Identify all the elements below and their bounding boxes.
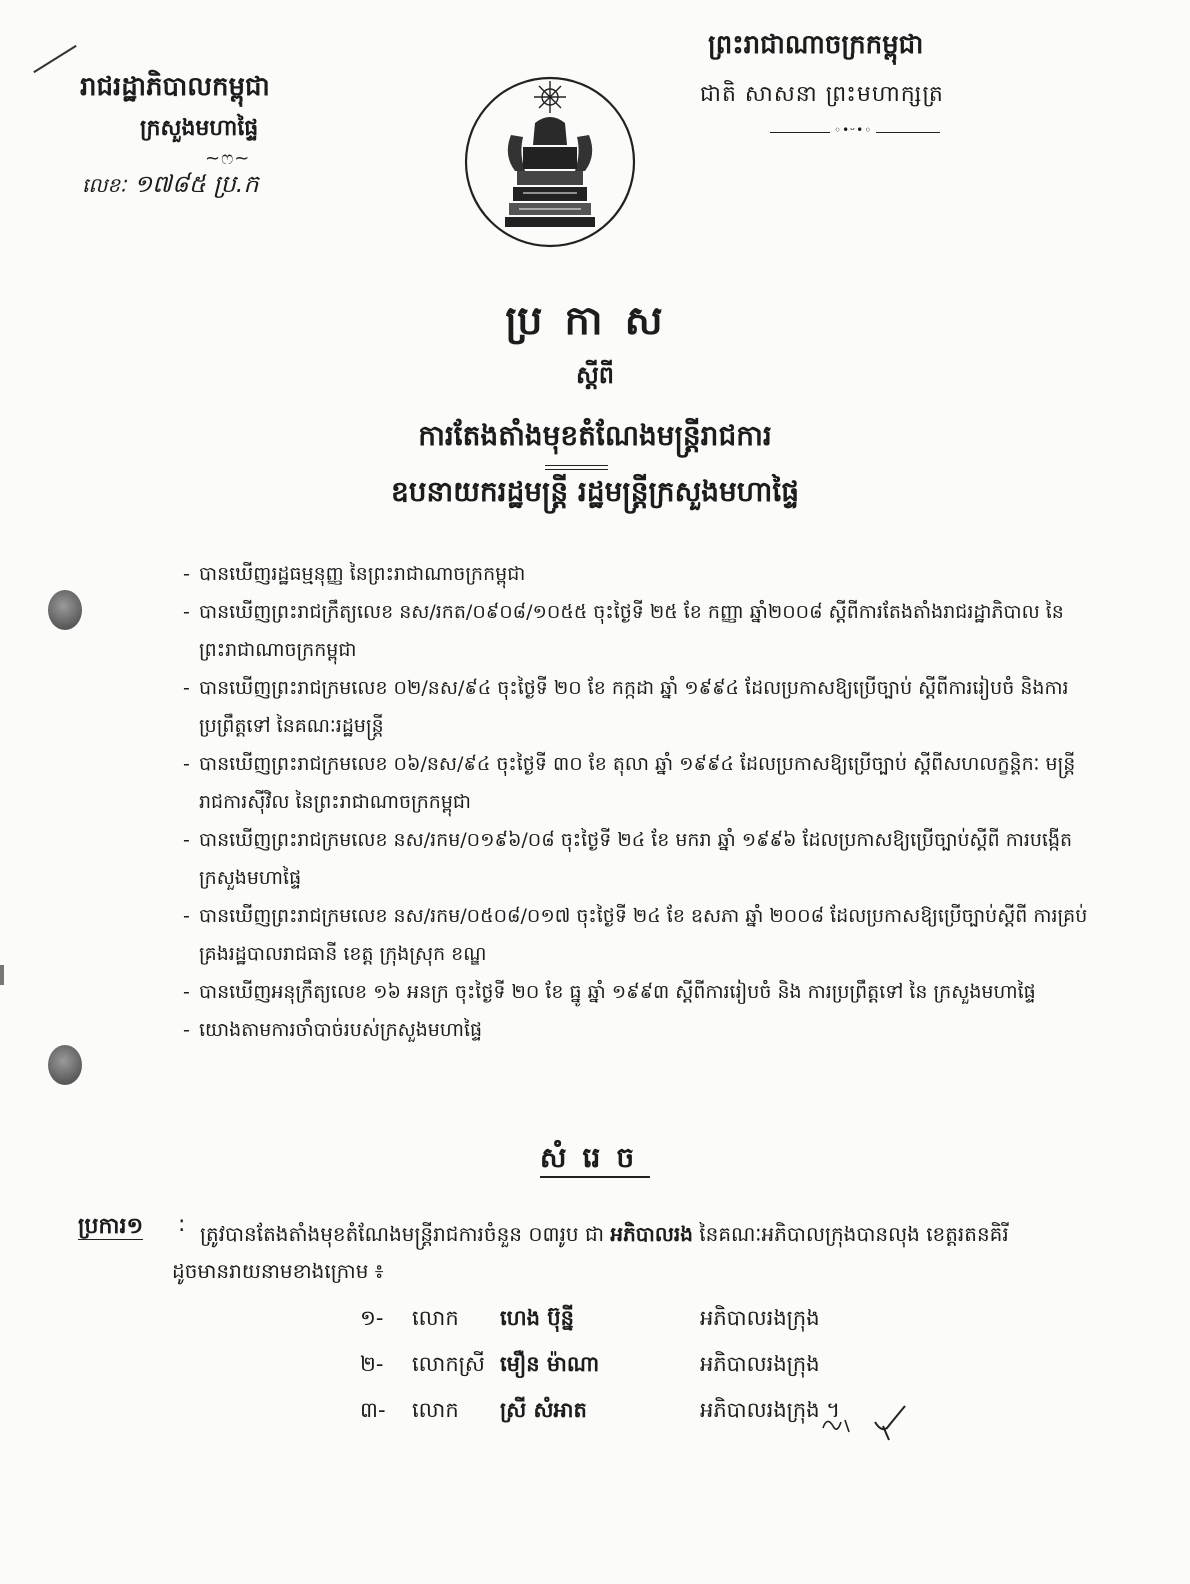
reference-label: លេខៈ <box>82 173 127 197</box>
ornament-right: ◦•ᵕ•◦ <box>830 123 876 137</box>
list-item: - បានឃើញអនុក្រឹត្យលេខ ១៦ អនក្រ ចុះថ្ងៃទី ២០ ខែ ធ្នូ ឆ្នាំ ១៩៩៣ ស្តីពីការរៀបចំ និង ការប្រព្រឹត្តទៅ នៃ ក្រសួងមហាផ្ទៃ <box>183 973 1093 1011</box>
appointee-title: លោក <box>412 1398 459 1422</box>
appointee-position: អភិបាលរងក្រុង <box>700 1352 820 1376</box>
article-1-text <box>200 1212 1100 1256</box>
appointee-number: ២- <box>360 1352 384 1376</box>
header-left <box>60 70 350 204</box>
about-label: ស្តីពី <box>575 361 615 389</box>
list-item: - បានឃើញរដ្ឋធម្មនុញ្ញ នៃព្រះរាជាណាចក្រកម្ពុជា <box>183 555 1093 593</box>
double-underline-bottom <box>545 469 608 470</box>
subject-line-2: ឧបនាយករដ្ឋមន្ត្រី រដ្ឋមន្ត្រីក្រសួងមហាផ្ទៃ <box>390 475 799 508</box>
appointee-row <box>360 1305 920 1351</box>
appointee-title: លោក <box>412 1306 459 1330</box>
appointee-row <box>360 1351 920 1397</box>
appointee-number: ១- <box>360 1306 384 1330</box>
appointee-position: អភិបាលរងក្រុង ។ <box>700 1398 841 1422</box>
ministry-name: ក្រសួងមហាផ្ទៃ <box>140 116 259 141</box>
ornament-left: ~ෆ~ <box>205 148 251 169</box>
list-item: - បានឃើញព្រះរាជក្រមលេខ ០២/នស/៩៤ ចុះថ្ងៃទី ២០ ខែ កក្កដា ឆ្នាំ ១៩៩៤ ដែលប្រកាសឱ្យប្រើច្បាប់ ស្តីពីការរៀបចំ និងការប្រព្រឹត្តទៅ នៃគណៈរដ្ឋមន្ត្រី <box>183 669 1093 745</box>
article-colon: : <box>178 1212 186 1237</box>
government-name: រាជរដ្ឋាភិបាលកម្ពុជា <box>80 72 270 102</box>
header-right <box>690 28 1020 138</box>
subject-line-1: ការតែងតាំងមុខតំណែងមន្ត្រីរាជការ <box>418 419 772 452</box>
edge-mark <box>0 965 4 985</box>
appointee-name: ហេង ប៊ុន្នី <box>500 1306 574 1330</box>
article-1-bold: អភិបាលរង <box>610 1222 693 1246</box>
appointee-title: លោកស្រី <box>412 1352 485 1376</box>
initials-signature <box>815 1402 915 1442</box>
appointee-number: ៣- <box>360 1398 386 1422</box>
article-1-text-start: ត្រូវបានតែងតាំងមុខតំណែងមន្ត្រីរាជការចំនួន ០៣រូប ជា <box>200 1222 611 1246</box>
decision-heading <box>0 1140 1190 1181</box>
list-item: - បានឃើញព្រះរាជក្រមលេខ នស/រកម/០៥០៨/០១៧ ចុះថ្ងៃទី ២៤ ខែ ឧសភា ឆ្នាំ ២០០៨ ដែលប្រកាសឱ្យប្រើច្បាប់ស្តីពី ការគ្រប់គ្រងរដ្ឋបាលរាជធានី ខេត្ត ក្រុងស្រុក ខណ្ឌ <box>183 897 1093 973</box>
list-item: - យោងតាមការចាំបាច់របស់ក្រសួងមហាផ្ទៃ <box>183 1011 1093 1049</box>
list-item: - បានឃើញព្រះរាជក្រមលេខ នស/រកម/០១៩៦/០៨ ចុះថ្ងៃទី ២៤ ខែ មករា ឆ្នាំ ១៩៩៦ ដែលប្រកាសឱ្យប្រើច្បាប់ស្តីពី ការបង្កើតក្រសួងមហាផ្ទៃ <box>183 821 1093 897</box>
appointee-name: ស្រី សំអាត <box>500 1398 587 1422</box>
article-1-label <box>78 1212 143 1244</box>
royal-emblem-seal <box>463 75 637 249</box>
double-underline-top <box>545 465 608 466</box>
appointee-name: មឿន ម៉ាណា <box>500 1352 600 1376</box>
ornament-divider <box>770 123 940 138</box>
pen-stroke-mark <box>33 45 76 73</box>
punch-hole-bottom <box>48 1045 82 1085</box>
article-1-text-end: នៃគណៈអភិបាលក្រុងបានលុង ខេត្តរតនគិរី <box>692 1222 1009 1246</box>
punch-hole-top <box>48 590 82 630</box>
decision-heading-text: សំរេច <box>540 1141 650 1178</box>
article-1-continuation: ដូចមានរាយនាមខាងក្រោម ៖ <box>172 1259 384 1283</box>
appointee-position: អភិបាលរងក្រុង <box>700 1306 820 1330</box>
document-title: ប្រកាស <box>505 298 685 344</box>
legal-basis-list <box>183 555 1093 1049</box>
national-motto: ជាតិ សាសនា ព្រះមហាក្សត្រ <box>700 82 944 107</box>
reference-number-row <box>82 169 350 204</box>
kingdom-name: ព្រះរាជាណាចក្រកម្ពុជា <box>708 30 924 60</box>
list-item: - បានឃើញព្រះរាជក្រមលេខ ០៦/នស/៩៤ ចុះថ្ងៃទី ៣០ ខែ តុលា ឆ្នាំ ១៩៩៤ ដែលប្រកាសឱ្យប្រើច្បាប់ ស្តីពីសហលក្ខន្តិកៈ មន្ត្រី រាជការស៊ីវិល នៃព្រះរាជាណាចក្រកម្ពុជា <box>183 745 1093 821</box>
reference-number: ១៧៨៥ ប្រ.ក <box>133 170 259 198</box>
article-1-label-text: ប្រការ១ <box>78 1214 144 1239</box>
list-item: - បានឃើញព្រះរាជក្រឹត្យលេខ នស/រកត/០៩០៨/១០៥៥ ចុះថ្ងៃទី ២៥ ខែ កញ្ញា ឆ្នាំ២០០៨ ស្តីពីការតែងតាំងរាជរដ្ឋាភិបាល នៃព្រះរាជាណាចក្រកម្ពុជា <box>183 593 1093 669</box>
